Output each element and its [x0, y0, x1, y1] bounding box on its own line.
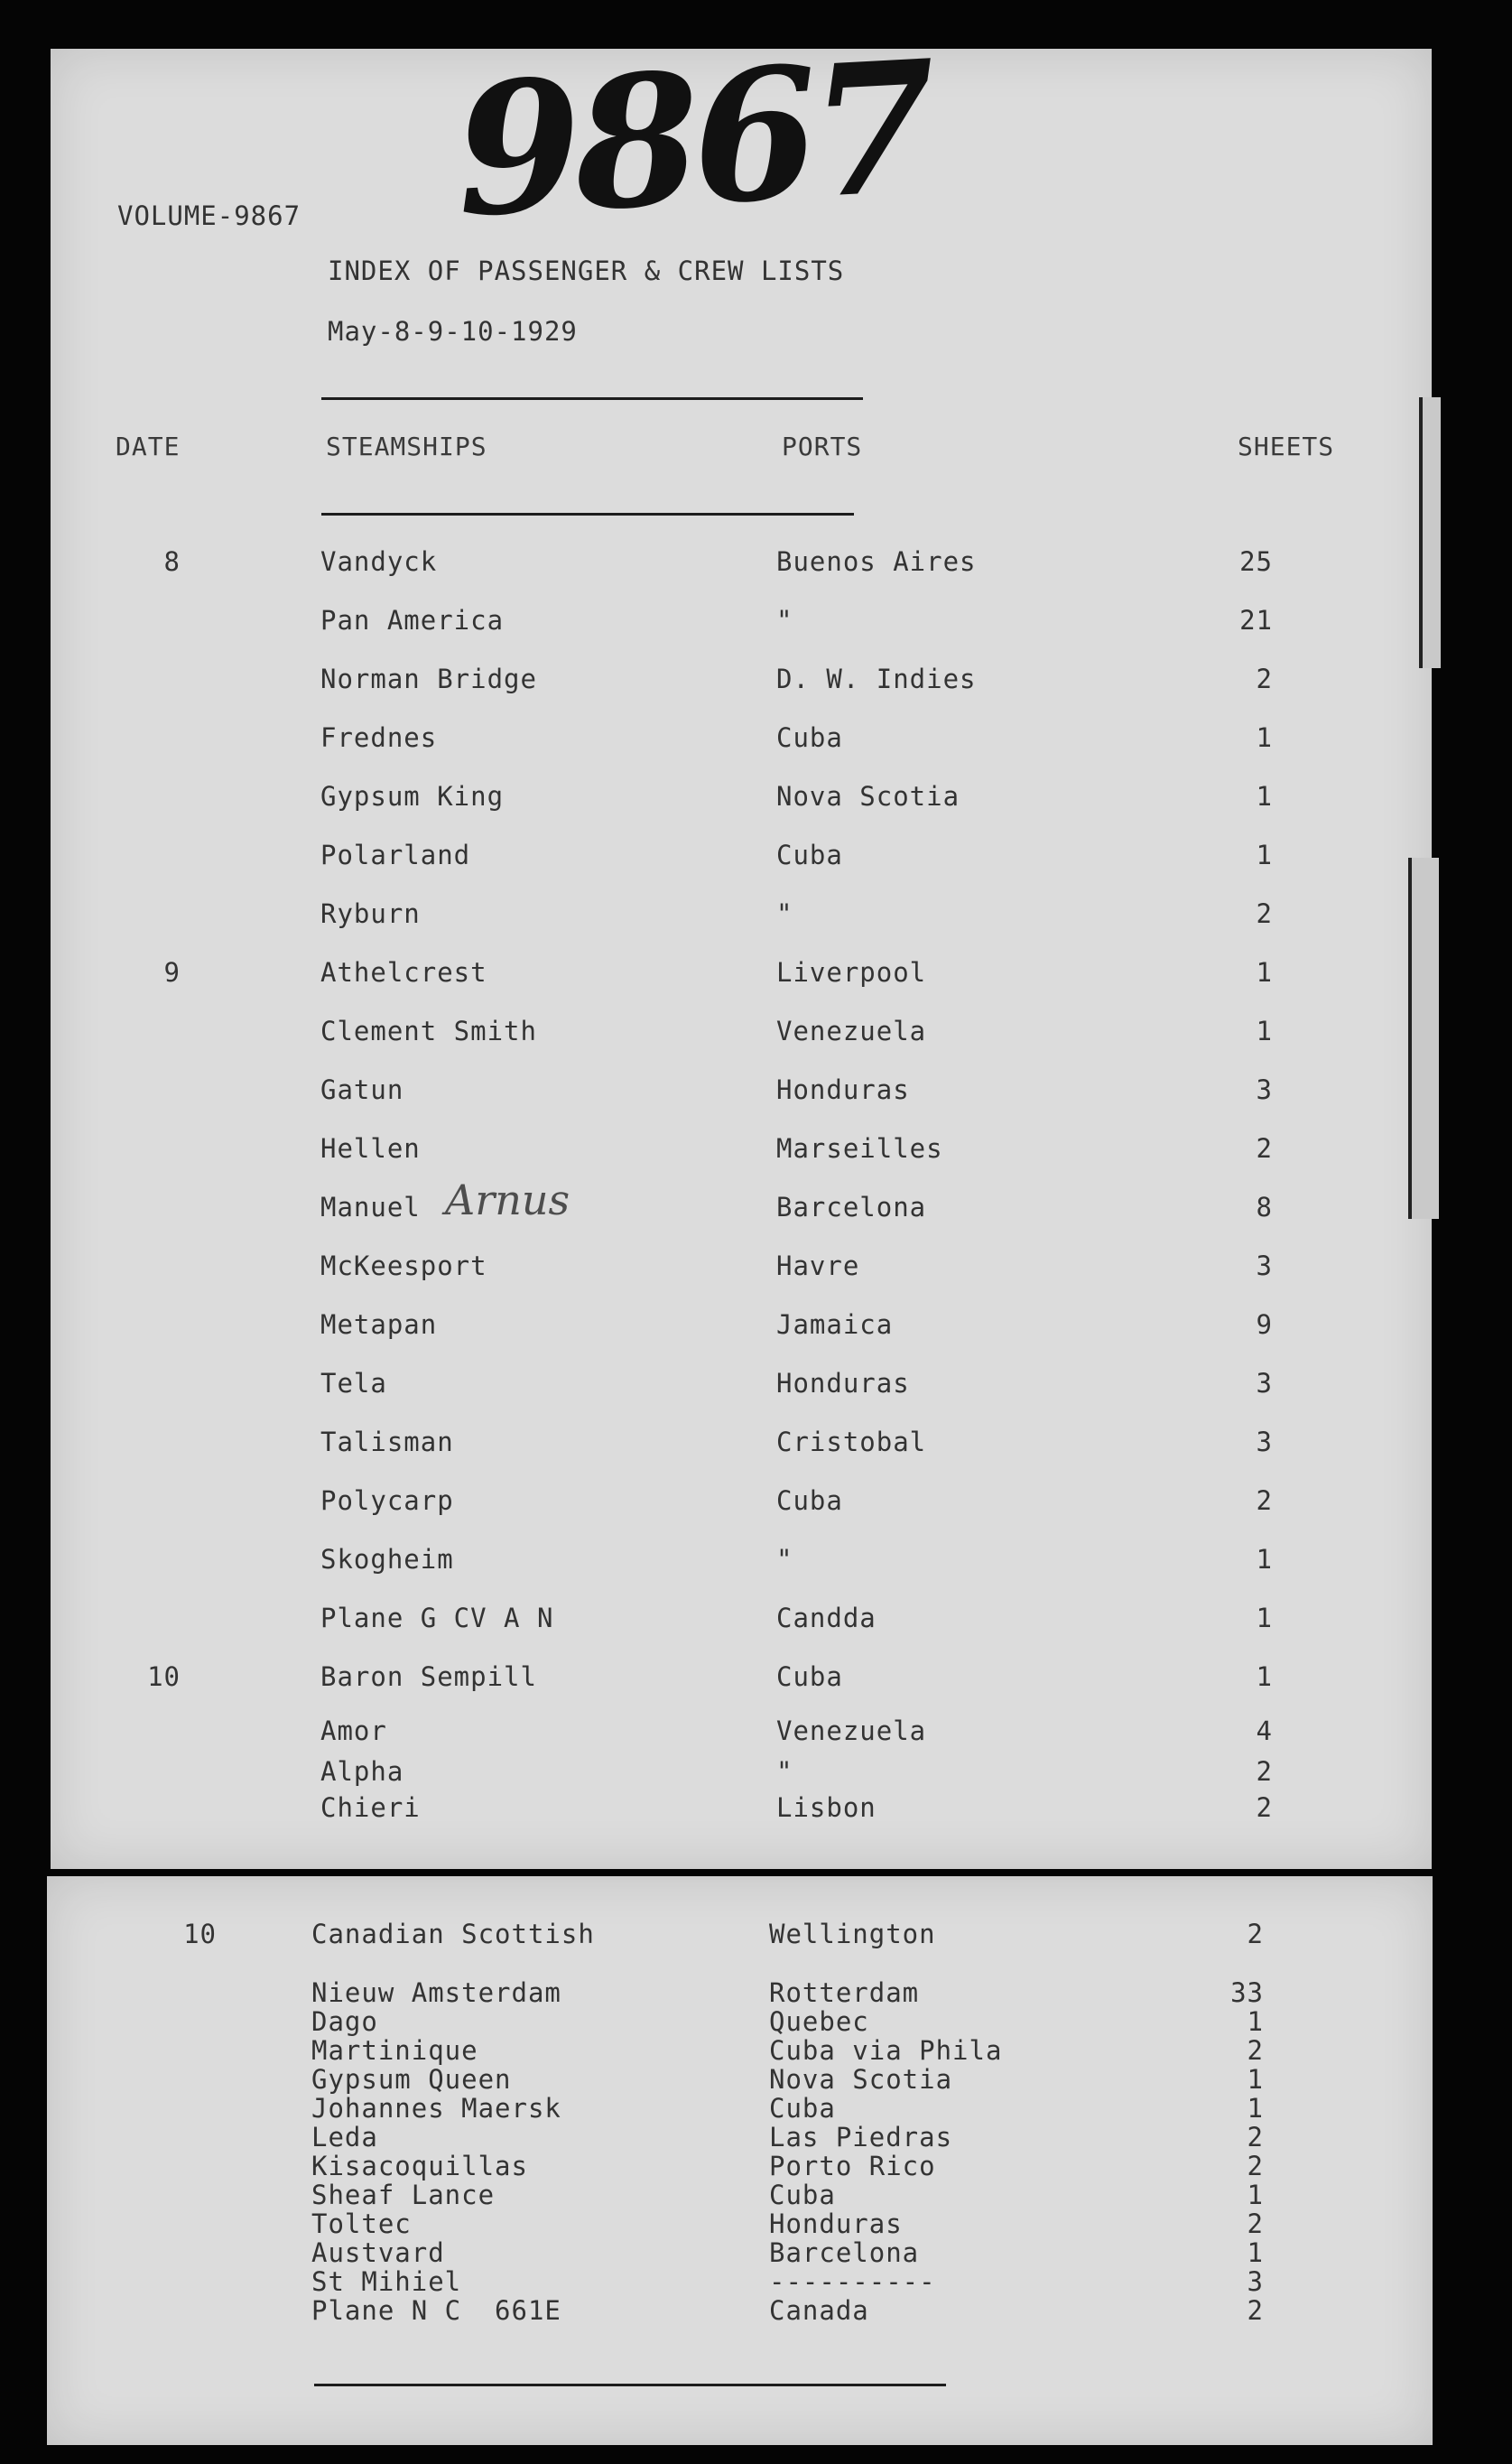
- row-sheets: 2: [1256, 1792, 1273, 1823]
- row-sheets: 2: [1247, 1919, 1264, 1949]
- row-sheets: 1: [1256, 1016, 1273, 1046]
- row-steamship: Frednes: [320, 722, 438, 753]
- row-port: Cristobal: [776, 1427, 927, 1457]
- row-steamship: Chieri: [320, 1792, 421, 1823]
- row-steamship: Manuel: [320, 1192, 421, 1223]
- row-steamship: Polarland: [320, 840, 471, 870]
- row-port: ": [776, 1544, 793, 1575]
- row-port: Cuba: [769, 2180, 836, 2210]
- paper-edge-tab: [1408, 858, 1439, 1219]
- row-steamship: McKeesport: [320, 1251, 487, 1281]
- row-sheets: 1: [1247, 2093, 1264, 2124]
- column-header-steamships: STEAMSHIPS: [326, 432, 487, 461]
- row-sheets: 33: [1230, 1977, 1264, 2008]
- row-port: Buenos Aires: [776, 546, 977, 577]
- row-port: Porto Rico: [769, 2151, 936, 2181]
- row-port: ": [776, 1756, 793, 1787]
- row-steamship: Polycarp: [320, 1485, 454, 1516]
- row-sheets: 2: [1256, 898, 1273, 929]
- row-sheets: 2: [1247, 2122, 1264, 2153]
- row-steamship: Skogheim: [320, 1544, 454, 1575]
- row-steamship: Dago: [311, 2006, 378, 2037]
- row-sheets: 1: [1256, 1661, 1273, 1692]
- row-port: Quebec: [769, 2006, 869, 2037]
- row-port: Nova Scotia: [776, 781, 960, 812]
- handwritten-volume-number: 9867: [450, 21, 935, 258]
- row-steamship: St Mihiel: [311, 2266, 462, 2297]
- row-date: 10: [147, 1661, 181, 1692]
- volume-label: VOLUME-9867: [117, 200, 301, 231]
- row-steamship: Kisacoquillas: [311, 2151, 528, 2181]
- document-title: INDEX OF PASSENGER & CREW LISTS: [328, 256, 845, 286]
- row-sheets: 3: [1256, 1074, 1273, 1105]
- row-port: ": [776, 605, 793, 636]
- row-steamship: Hellen: [320, 1133, 421, 1164]
- row-port: Cuba via Phila: [769, 2035, 1003, 2066]
- column-header-ports: PORTS: [782, 432, 863, 461]
- row-port: Cuba: [776, 1485, 843, 1516]
- row-port: Marseilles: [776, 1133, 943, 1164]
- column-header-date: DATE: [116, 432, 181, 461]
- row-steamship: Metapan: [320, 1309, 438, 1340]
- column-header-rule: [321, 513, 854, 516]
- row-port: Havre: [776, 1251, 860, 1281]
- row-port: Las Piedras: [769, 2122, 953, 2153]
- row-sheets: 1: [1256, 722, 1273, 753]
- row-sheets: 1: [1256, 957, 1273, 988]
- row-port: D. W. Indies: [776, 664, 977, 694]
- row-sheets: 2: [1256, 1485, 1273, 1516]
- row-sheets: 1: [1256, 781, 1273, 812]
- row-steamship: Austvard: [311, 2237, 445, 2268]
- row-sheets: 1: [1256, 1544, 1273, 1575]
- row-sheets: 2: [1256, 1133, 1273, 1164]
- row-port: Cuba: [776, 1661, 843, 1692]
- row-sheets: 4: [1256, 1716, 1273, 1746]
- row-steamship: Toltec: [311, 2208, 412, 2239]
- row-port: Nova Scotia: [769, 2064, 953, 2095]
- row-port: Jamaica: [776, 1309, 894, 1340]
- row-sheets: 9: [1256, 1309, 1273, 1340]
- row-sheets: 2: [1247, 2035, 1264, 2066]
- row-port: Lisbon: [776, 1792, 877, 1823]
- row-sheets: 1: [1247, 2237, 1264, 2268]
- row-steamship: Alpha: [320, 1756, 404, 1787]
- row-port: Venezuela: [776, 1016, 927, 1046]
- row-port: Cuba: [776, 722, 843, 753]
- row-port: Cuba: [769, 2093, 836, 2124]
- row-sheets: 8: [1256, 1192, 1273, 1223]
- row-port: Barcelona: [769, 2237, 920, 2268]
- row-port: Honduras: [776, 1368, 910, 1399]
- row-port: Honduras: [776, 1074, 910, 1105]
- row-steamship: Ryburn: [320, 898, 421, 929]
- row-port: Cuba: [776, 840, 843, 870]
- row-steamship: Sheaf Lance: [311, 2180, 496, 2210]
- row-steamship: Martinique: [311, 2035, 478, 2066]
- row-steamship: Nieuw Amsterdam: [311, 1977, 561, 2008]
- row-date: 8: [163, 546, 181, 577]
- row-steamship: Leda: [311, 2122, 378, 2153]
- row-steamship: Gatun: [320, 1074, 404, 1105]
- row-port: Canada: [769, 2295, 869, 2326]
- row-sheets: 1: [1256, 840, 1273, 870]
- row-steamship: Tela: [320, 1368, 387, 1399]
- handwritten-annotation: Arnus: [445, 1176, 570, 1224]
- row-port: Venezuela: [776, 1716, 927, 1746]
- row-port: ": [776, 898, 793, 929]
- row-steamship: Plane N C 661E: [311, 2295, 561, 2326]
- row-steamship: Baron Sempill: [320, 1661, 537, 1692]
- row-steamship: Gypsum King: [320, 781, 505, 812]
- row-sheets: 2: [1247, 2295, 1264, 2326]
- paper-edge-tab: [1419, 397, 1441, 668]
- row-sheets: 2: [1256, 1756, 1273, 1787]
- row-steamship: Johannes Maersk: [311, 2093, 561, 2124]
- row-steamship: Clement Smith: [320, 1016, 537, 1046]
- row-sheets: 21: [1239, 605, 1273, 636]
- row-sheets: 1: [1256, 1603, 1273, 1633]
- row-steamship: Pan America: [320, 605, 505, 636]
- row-sheets: 3: [1247, 2266, 1264, 2297]
- row-sheets: 2: [1256, 664, 1273, 694]
- row-sheets: 1: [1247, 2064, 1264, 2095]
- row-port: ----------: [769, 2266, 936, 2297]
- row-steamship: Athelcrest: [320, 957, 487, 988]
- dates-line: May-8-9-10-1929: [328, 316, 578, 347]
- column-header-sheets: SHEETS: [1238, 432, 1335, 461]
- row-steamship: Talisman: [320, 1427, 454, 1457]
- row-port: Liverpool: [776, 957, 927, 988]
- row-sheets: 1: [1247, 2006, 1264, 2037]
- row-port: Rotterdam: [769, 1977, 920, 2008]
- row-sheets: 2: [1247, 2151, 1264, 2181]
- row-sheets: 2: [1247, 2208, 1264, 2239]
- row-port: Wellington: [769, 1919, 936, 1949]
- row-steamship: Canadian Scottish: [311, 1919, 595, 1949]
- row-sheets: 3: [1256, 1368, 1273, 1399]
- row-sheets: 3: [1256, 1251, 1273, 1281]
- row-sheets: 3: [1256, 1427, 1273, 1457]
- row-date: 10: [183, 1919, 217, 1949]
- footer-rule: [314, 2384, 946, 2386]
- row-sheets: 1: [1247, 2180, 1264, 2210]
- row-steamship: Norman Bridge: [320, 664, 537, 694]
- header-rule: [321, 397, 863, 400]
- row-date: 9: [163, 957, 181, 988]
- row-steamship: Amor: [320, 1716, 387, 1746]
- row-port: Honduras: [769, 2208, 903, 2239]
- row-steamship: Vandyck: [320, 546, 438, 577]
- row-sheets: 25: [1239, 546, 1273, 577]
- row-steamship: Plane G CV A N: [320, 1603, 554, 1633]
- row-port: Candda: [776, 1603, 877, 1633]
- row-port: Barcelona: [776, 1192, 927, 1223]
- row-steamship: Gypsum Queen: [311, 2064, 512, 2095]
